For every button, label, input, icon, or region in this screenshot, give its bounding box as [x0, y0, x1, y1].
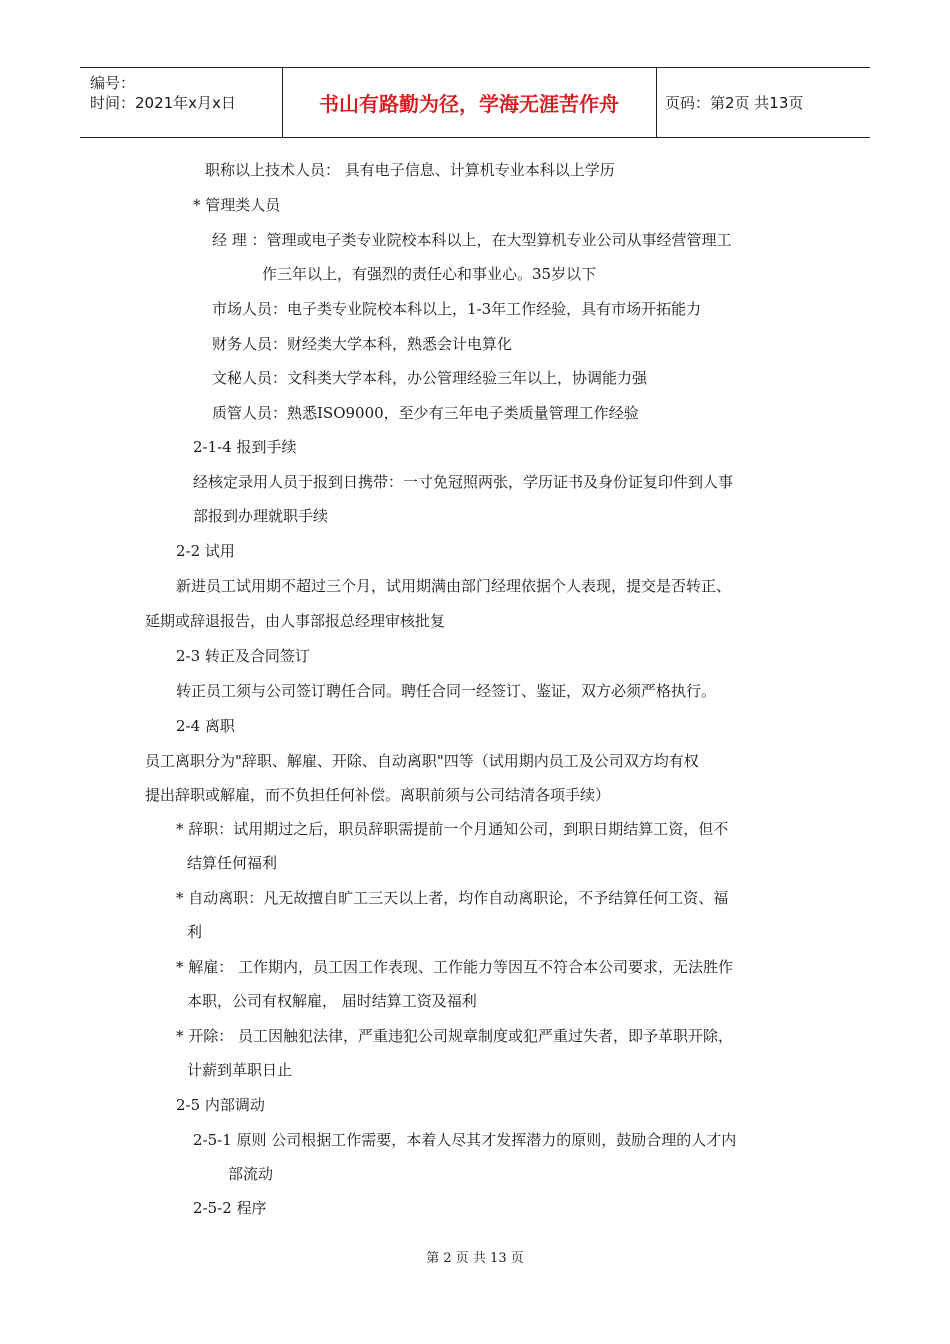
text-line: * 开除： 员工因触犯法律，严重违犯公司规章制度或犯严重过失者，即予革职开除， — [176, 1027, 734, 1045]
text-line: 财务人员：财经类大学本科，熟悉会计电算化 — [212, 335, 513, 353]
page-header — [80, 67, 870, 138]
text-line: 结算任何福利 — [187, 854, 278, 872]
text-line: 本职，公司有权解雇， 届时结算工资及福利 — [187, 992, 477, 1010]
text-line: 2-1-4 报到手续 — [193, 438, 297, 456]
text-line: 职称以上技术人员： 具有电子信息、计算机专业本科以上学历 — [205, 161, 615, 179]
text-line: 文秘人员：文科类大学本科，办公管理经验三年以上，协调能力强 — [212, 369, 648, 387]
header-meta-cell — [80, 68, 283, 137]
text-line: 经 理 ：管理或电子类专业院校本科以上，在大型算机专业公司从事经营管理工 — [212, 231, 732, 249]
text-line: 2-4 离职 — [176, 717, 235, 735]
page-footer: 第 2 页 共 13 页 — [426, 1251, 524, 1266]
text-line: 2-5-1 原则 公司根据工作需要，本着人尽其才发挥潜力的原则，鼓励合理的人才内 — [193, 1131, 737, 1149]
text-line: * 辞职：试用期过之后，职员辞职需提前一个月通知公司，到职日期结算工资，但不 — [176, 820, 729, 838]
header-page-info: 页码：第2页 共13页 — [665, 94, 804, 112]
time-label: 时间：2021年x月x日 — [90, 94, 236, 112]
text-line: 员工离职分为"辞职、解雇、开除、自动离职"四等（试用期内员工及公司双方均有权 — [145, 752, 699, 770]
text-line: 2-3 转正及合同签订 — [176, 647, 310, 665]
text-line: 作三年以上，有强烈的责任心和事业心。35岁以下 — [262, 265, 597, 283]
text-line: 转正员工须与公司签订聘任合同。聘任合同一经签订、鉴证，双方必须严格执行。 — [176, 682, 717, 700]
text-line: * 管理类人员 — [193, 196, 281, 214]
number-label: 编号： — [90, 74, 136, 92]
text-line: 2-5-2 程序 — [193, 1199, 267, 1217]
text-line: 部流动 — [228, 1165, 274, 1183]
header-motto: 书山有路勤为径，学海无涯苦作舟 — [282, 68, 657, 137]
text-line: 利 — [187, 923, 203, 941]
text-line: 延期或辞退报告，由人事部报总经理审核批复 — [145, 612, 446, 630]
text-line: 2-5 内部调动 — [176, 1096, 265, 1114]
text-line: 新进员工试用期不超过三个月，试用期满由部门经理依据个人表现，提交是否转正、 — [176, 577, 732, 595]
text-line: 经核定录用人员于报到日携带：一寸免冠照两张，学历证书及身份证复印件到人事 — [193, 473, 734, 491]
text-line: * 解雇： 工作期内，员工因工作表现、工作能力等因互不符合本公司要求，无法胜作 — [176, 958, 734, 976]
text-line: 部报到办理就职手续 — [193, 507, 329, 525]
text-line: * 自动离职：凡无故擅自旷工三天以上者，均作自动离职论，不予结算任何工资、福 — [176, 889, 729, 907]
text-line: 2-2 试用 — [176, 542, 235, 560]
text-line: 市场人员：电子类专业院校本科以上，1-3年工作经验，具有市场开拓能力 — [212, 300, 702, 318]
text-line: 提出辞职或解雇，而不负担任何补偿。离职前须与公司结清各项手续） — [145, 786, 611, 804]
text-line: 质管人员：熟悉ISO9000，至少有三年电子类质量管理工作经验 — [212, 404, 639, 422]
text-line: 计薪到革职日止 — [187, 1061, 293, 1079]
